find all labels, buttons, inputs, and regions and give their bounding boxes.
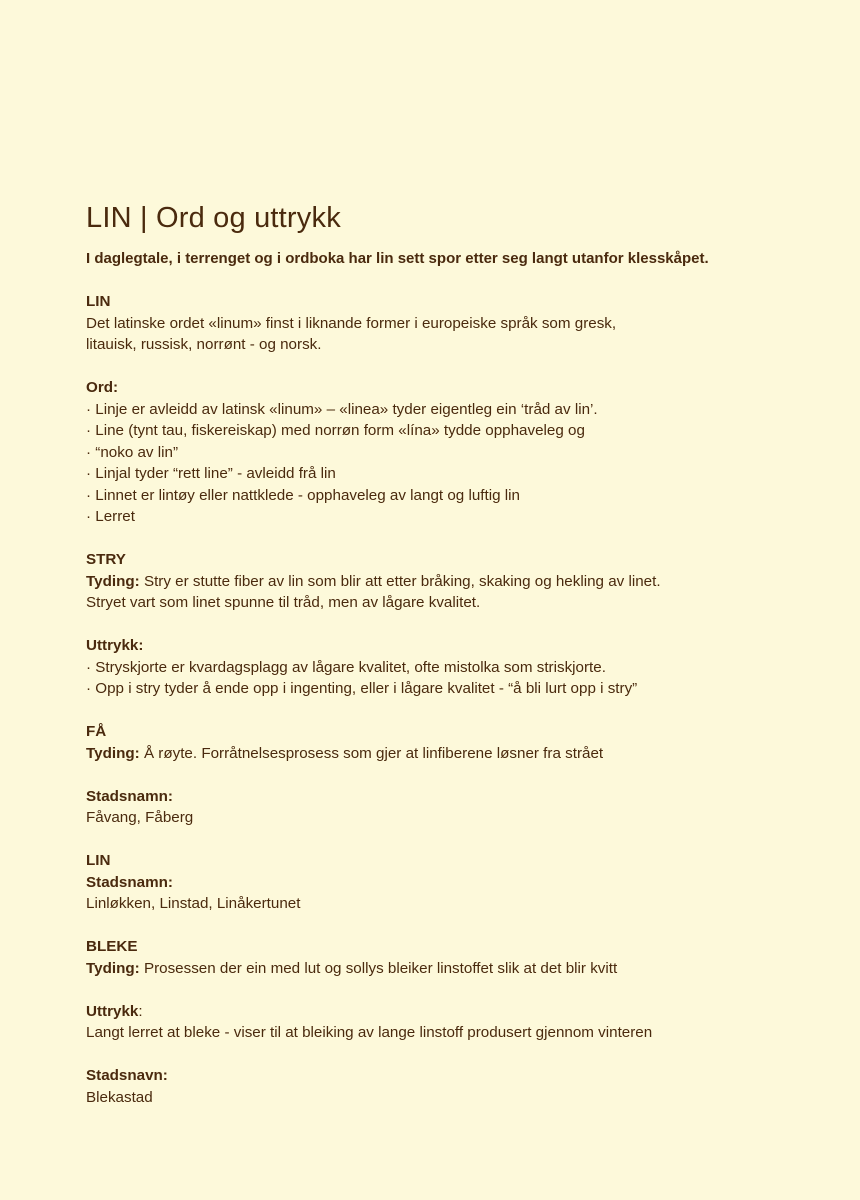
text-line <box>86 1022 820 1044</box>
line-text: Å røyte. Forråtnelsesprosess som gjer at linfiberene løsner fra strået <box>139 744 604 762</box>
text-line <box>86 420 820 442</box>
section-heading: LIN <box>86 852 111 869</box>
text-line <box>86 485 820 507</box>
text-line <box>86 1087 820 1109</box>
line-text: · Lerret <box>86 508 135 525</box>
line-text: · Opp i stry tyder å ende opp i ingenting, eller i lågare kvalitet - “å bli lurt opp i stry” <box>86 680 638 697</box>
text-line <box>86 571 820 593</box>
section <box>86 786 820 829</box>
inline-label: Tyding: <box>86 959 140 977</box>
line-text: · Linje er avleidd av latinsk «linum» – «linea» tyder eigentleg ein ‘tråd av lin’. <box>86 400 598 418</box>
section <box>86 850 820 915</box>
section <box>86 721 820 764</box>
document <box>86 198 820 1130</box>
inline-label: Tyding: <box>86 744 140 762</box>
text-line <box>86 657 820 679</box>
inline-label: Uttrykk <box>86 1002 139 1020</box>
text-line <box>86 743 820 765</box>
text-line <box>86 958 820 980</box>
line-text: Langt lerret at bleke - viser til at bleiking av lange linstoff produsert gjennom vinteren <box>86 1024 653 1041</box>
line-text: · Linnet er lintøy eller nattklede - opphaveleg av langt og luftig lin <box>86 486 520 504</box>
line-text: Det latinske ordet «linum» finst i liknande former i europeiske språk som gresk, <box>86 314 617 332</box>
section-heading: Uttrykk: <box>86 637 144 654</box>
line-text: Fåvang, Fåberg <box>86 809 194 826</box>
section-heading: Ord: <box>86 379 119 396</box>
line-text: Stryet vart som linet spunne til tråd, men av lågare kvalitet. <box>86 594 481 611</box>
text-line <box>86 399 820 421</box>
line-text: · Linjal tyder “rett line” - avleidd frå lin <box>86 465 336 482</box>
inline-label: Tyding: <box>86 572 140 590</box>
section-heading: LIN <box>86 293 111 310</box>
text-line <box>86 334 820 356</box>
line-text: Linløkken, Linstad, Linåkertunet <box>86 895 301 912</box>
section <box>86 635 820 700</box>
section-heading: Stadsnamn: <box>86 873 173 891</box>
section-heading: Stadsnavn: <box>86 1067 168 1084</box>
section-heading: FÅ <box>86 723 107 740</box>
page-title: LIN | Ord og uttrykk <box>86 202 341 234</box>
section-heading: Stadsnamn: <box>86 787 173 805</box>
section <box>86 549 820 614</box>
line-text: Stry er stutte fiber av lin som blir att etter bråking, skaking og hekling av linet. <box>139 572 661 590</box>
section <box>86 1065 820 1108</box>
text-line <box>86 807 820 829</box>
text-line <box>86 442 820 464</box>
line-text: · “noko av lin” <box>86 443 179 461</box>
section <box>86 936 820 979</box>
line-text: Prosessen der ein med lut og sollys bleiker linstoffet slik at det blir kvitt <box>139 959 618 977</box>
line-text: · Line (tynt tau, fiskereiskap) med norrøn form «lína» tydde opphaveleg og <box>86 422 585 439</box>
text-line <box>86 592 820 614</box>
line-text: Blekastad <box>86 1088 153 1106</box>
text-line <box>86 678 820 700</box>
section-heading: STRY <box>86 551 126 568</box>
text-line <box>86 1001 820 1023</box>
content-sections <box>86 291 820 1108</box>
section-heading: BLEKE <box>86 938 138 955</box>
section <box>86 1001 820 1044</box>
line-text: · Stryskjorte er kvardagsplagg av lågare kvalitet, ofte mistolka som striskjorte. <box>86 658 606 676</box>
section <box>86 291 820 356</box>
line-text: : <box>138 1002 143 1020</box>
lead-paragraph: I daglegtale, i terrenget og i ordboka har lin sett spor etter seg langt utanfor klesskåpet. <box>86 250 709 267</box>
section <box>86 377 820 528</box>
text-line <box>86 463 820 485</box>
line-text: litauisk, russisk, norrønt - og norsk. <box>86 336 322 353</box>
text-line <box>86 313 820 335</box>
text-line <box>86 893 820 915</box>
text-line <box>86 506 820 528</box>
